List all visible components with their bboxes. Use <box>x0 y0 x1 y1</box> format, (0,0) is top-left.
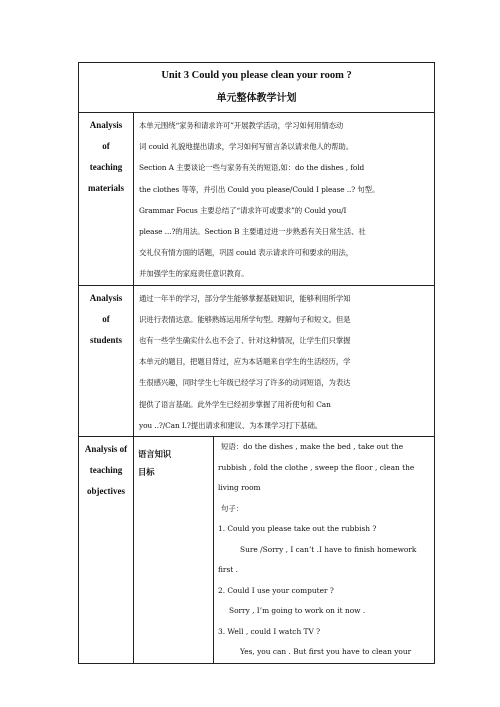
objective-line: 3. Well , could I watch TV ? <box>218 626 321 636</box>
text-line: 词 could 礼貌地提出请求，学习如何写留言条以请求他人的帮助。 <box>139 142 354 152</box>
objective-line: 1. Could you please take out the rubbish ? <box>218 524 377 534</box>
title-cell <box>79 63 435 113</box>
objective-line: 2. Could I use your computer ? <box>218 585 334 595</box>
text-line: 语言知识 <box>138 449 172 460</box>
text-line: 识进行表情达意。能够熟练运用所学句型。理解句子和短文。但是 <box>139 314 351 324</box>
text-line: teaching <box>89 162 123 172</box>
objective-line: Sorry , I’m going to work on it now . <box>229 606 366 616</box>
objectives-sub-label <box>134 437 214 664</box>
text-line: 交礼仪有情方面的话题，巩固 could 表示请求许可和要求的用法， <box>139 248 354 258</box>
objectives-text <box>214 437 435 664</box>
teaching-plan-table <box>78 62 435 664</box>
text-line: Analysis <box>89 120 123 130</box>
objective-line: Sure /Sorry , I can’t .I have to finish homework <box>240 544 417 554</box>
materials-text <box>134 113 435 286</box>
text-line: objectives <box>87 486 125 497</box>
text-line: of <box>102 141 110 151</box>
text-line: 提供了语言基础。此外学生已经初步掌握了用祈使句和 Can <box>139 399 331 409</box>
text-line: of <box>102 313 110 324</box>
text-line: 本单元的题目，把题目背过，应为本话题来自学生的生活经历，学 <box>139 357 351 367</box>
objective-line: first . <box>218 565 238 575</box>
text-line: 目标 <box>138 467 155 478</box>
text-line: 并加强学生的家庭责任意识教育。 <box>139 269 249 279</box>
document-subtitle: 单元整体教学计划 <box>216 93 297 104</box>
text-line: you ..?/Can I.?提出请求和建议、为本课学习打下基础。 <box>139 420 323 430</box>
text-line: please ...?的用法。Section B 主要通过进一步熟悉有关日常生活、社 <box>139 227 366 237</box>
text-line: Analysis <box>89 292 123 303</box>
text-line: Grammar Focus 主要总结了“请求许可或要求”的 Could you/I <box>139 205 347 215</box>
text-line: teaching <box>89 465 123 476</box>
text-line: students <box>89 334 122 345</box>
text-line: 也有一些学生确实什么也不会了、针对这种情况，让学生们只掌握 <box>139 336 351 346</box>
objective-line: living room <box>218 483 261 493</box>
text-line: 通过一年半的学习，部分学生能够掌握基础知识，能够利用所学知 <box>139 293 351 303</box>
objectives-label <box>79 437 134 664</box>
objective-line: rubbish , fold the clothe , sweep the floor , clean the <box>218 462 415 472</box>
students-text <box>134 285 435 436</box>
text-line: materials <box>88 183 124 193</box>
objective-line: Yes, you can . But first you have to clean your <box>240 647 412 657</box>
document-title: Unit 3 Could you please clean your room ? <box>161 70 352 81</box>
text-line: 生很感兴趣，同时学生七年级已经学习了许多的动词短语，为表达 <box>139 378 351 388</box>
text-line: Analysis of <box>84 444 128 455</box>
students-row <box>79 285 435 436</box>
materials-label <box>79 113 134 286</box>
students-label <box>79 285 134 436</box>
objective-line: 句子： <box>221 503 244 513</box>
text-line: 本单元围绕“家务和请求许可”开展教学活动，学习如何用情态动 <box>139 121 344 130</box>
objectives-row <box>79 437 435 664</box>
text-line: the clothes 等等，并引出 Could you please/Could I please ..? 句型。 <box>139 184 380 194</box>
title-row <box>79 63 435 113</box>
objective-line: 短语：do the dishes , make the bed , take out the <box>221 442 404 452</box>
materials-row <box>79 113 435 286</box>
text-line: Section A 主要谈论一些与家务有关的短语,如：do the dishes , fold <box>139 163 365 173</box>
